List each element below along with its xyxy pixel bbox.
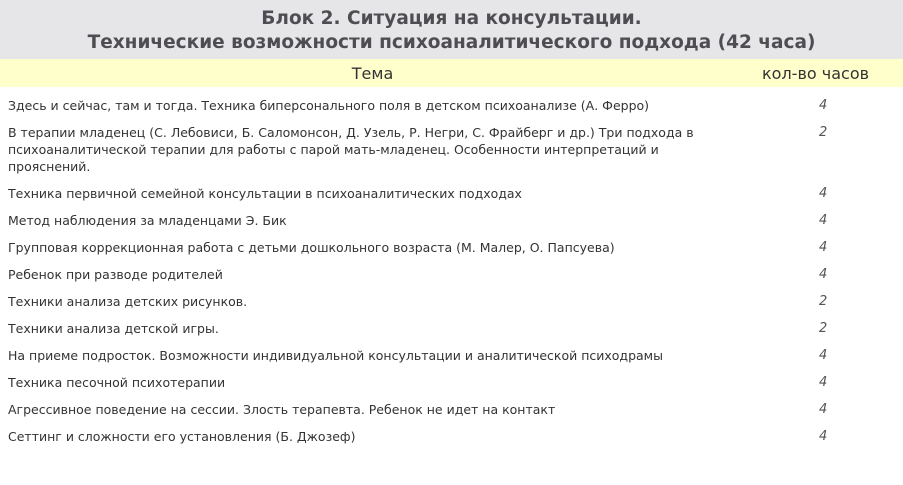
block-subtitle: Технические возможности психоаналитического подхода (42 часа) [87,32,816,53]
hours-cell: 2 [819,294,828,309]
topic-cell: Агрессивное поведение на сессии. Злость терапевта. Ребенок не идет на контакт [8,402,556,417]
topic-cell: В терапии младенец (С. Лебовиси, Б. Саломонсон, Д. Узель, Р. Негри, С. Фрайберг и др.) Три подхода в психоаналитической терапии для работы с парой мать-младенец. Особенности интерпретаций и прояснений. [8,125,694,174]
hours-cell: 2 [819,125,828,140]
hours-cell: 2 [819,321,828,336]
topic-cell: На приеме подросток. Возможности индивидуальной консультации и аналитической психодрамы [8,348,663,363]
block-header [0,0,903,59]
topic-cell: Групповая коррекционная работа с детьми дошкольного возраста (М. Малер, О. Папсуева) [8,240,615,255]
hours-cell: 4 [819,402,828,417]
topic-cell: Метод наблюдения за младенцами Э. Бик [8,213,287,228]
topic-cell: Здесь и сейчас, там и тогда. Техника биперсонального поля в детском психоанализе (А. Ферро) [8,98,650,113]
topic-cell: Техника песочной психотерапии [8,375,226,390]
hours-cell: 4 [819,240,828,255]
hours-cell: 4 [819,429,828,444]
hours-cell: 4 [819,186,828,201]
hours-cell: 4 [819,375,828,390]
topic-cell: Сеттинг и сложности его установления (Б. Джозеф) [8,429,356,444]
topic-cell: Техники анализа детских рисунков. [8,294,248,309]
topic-cell: Ребенок при разводе родителей [8,267,223,282]
topic-cell: Техника первичной семейной консультации в психоаналитических подходах [8,186,522,201]
hours-cell: 4 [819,213,828,228]
hours-cell: 4 [819,98,828,113]
hours-cell: 4 [819,348,828,363]
hours-cell: 4 [819,267,828,282]
table-header [0,59,903,87]
column-header-topic: Тема [351,64,394,83]
column-header-hours: кол-во часов [762,64,870,83]
topic-cell: Техники анализа детской игры. [8,321,219,336]
block-title: Блок 2. Ситуация на консультации. [261,8,642,29]
